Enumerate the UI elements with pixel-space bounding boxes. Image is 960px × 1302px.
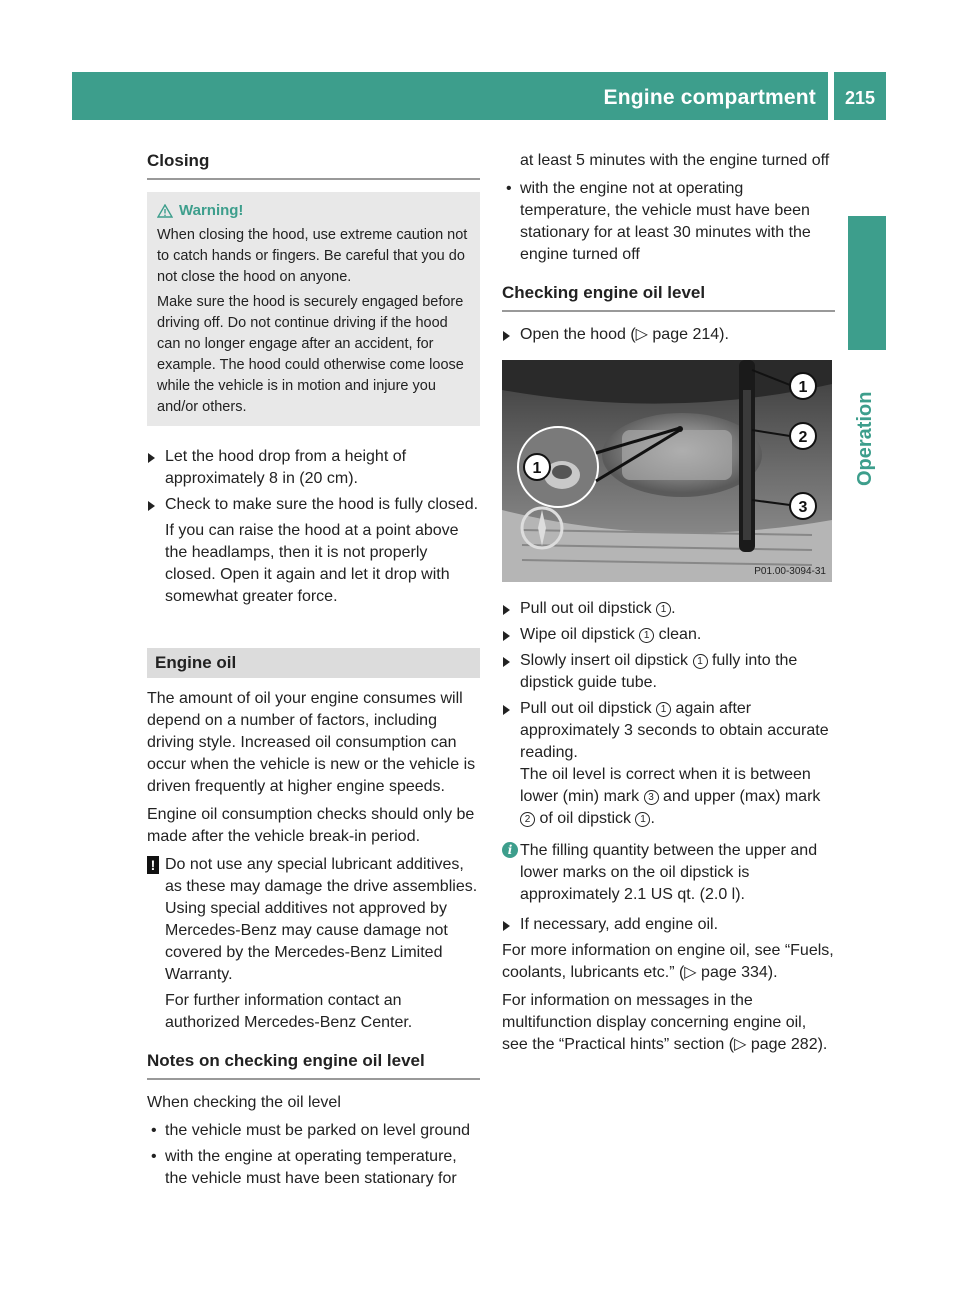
notes-heading: Notes on checking engine oil level <box>147 1050 480 1080</box>
closing-heading: Closing <box>147 150 480 180</box>
step-pull-out: Pull out oil dipstick 1 . <box>502 598 835 620</box>
step-check-closed: Check to make sure the hood is fully closed. <box>147 494 480 516</box>
messages-para: For information on messages in the multifunction display concerning engine oil, see the “Practical hints” section (▷ page 282). <box>502 992 828 1053</box>
step-pull-again: Pull out oil dipstick 1 again after approximately 3 seconds to obtain accurate reading. The oil level is correct when it is between lower (min) mark 3 and upper (max) mark 2 of oil dipstick 1 . <box>502 698 835 830</box>
checking-heading: Checking engine oil level <box>502 282 835 312</box>
step-insert: Slowly insert oil dipstick 1 fully into the dipstick guide tube. <box>502 650 835 694</box>
callout-ref-1: 1 <box>639 628 654 643</box>
callout-ref-1: 1 <box>656 702 671 717</box>
callout-ref-3: 3 <box>644 790 659 805</box>
step-let-drop: Let the hood drop from a height of approximately 8 in (20 cm). <box>147 446 480 490</box>
more-info-para: For more information on engine oil, see “Fuels, coolants, lubricants etc.” (▷ page 334). <box>502 942 834 981</box>
callout-ref-1: 1 <box>635 812 650 827</box>
bullet-not-operating-temp: • with the engine not at operating temperature, the vehicle must have been stationary for at least 30 minutes with the engine turned off <box>502 178 835 266</box>
warning-triangle-icon <box>157 204 173 218</box>
svg-text:1: 1 <box>532 460 542 477</box>
callout-ref-1: 1 <box>693 654 708 669</box>
page-ref-arrow-icon: ▷ <box>635 326 648 343</box>
info-note: i The filling quantity between the upper and lower marks on the oil dipstick is approximately 2.1 US qt. (2.0 l). <box>502 840 835 906</box>
warning-box <box>147 192 480 426</box>
svg-text:1: 1 <box>798 379 808 396</box>
caution-note: ! Do not use any special lubricant additives, as these may damage the drive assemblies. Using special additives not approved by Mercedes-Benz may cause damage not covered by the Mercedes-Benz Limited Warranty. For further information contact an authorized Mercedes-Benz Center. <box>147 854 480 1034</box>
callout-circle-1-right <box>790 373 816 399</box>
page-ref-arrow-icon: ▷ <box>684 964 697 981</box>
warning-title: Warning! <box>157 200 472 221</box>
step-wipe: Wipe oil dipstick 1 clean. <box>502 624 835 646</box>
bullet-continuation: at least 5 minutes with the engine turned off <box>520 152 830 169</box>
step-add-oil: If necessary, add engine oil. <box>502 914 835 936</box>
photo-code: P01.00-3094-31 <box>754 566 826 577</box>
svg-text:3: 3 <box>798 499 808 516</box>
engine-photo <box>502 360 832 582</box>
callout-circle-3 <box>790 493 816 519</box>
callout-ref-1: 1 <box>656 602 671 617</box>
warning-text-2: Make sure the hood is securely engaged before driving off. Do not continue driving if the hood can no longer engage after an accident, for example. The hood could otherwise come loose while the vehicle is in motion and injure you and/or others. <box>157 294 464 415</box>
bullet-operating-temp: • with the engine at operating temperature, the vehicle must have been stationary for <box>147 1146 480 1190</box>
bullet-level-ground: • the vehicle must be parked on level ground <box>147 1120 480 1142</box>
callout-circle-2 <box>790 423 816 449</box>
warning-text-1: When closing the hood, use extreme caution not to catch hands or fingers. Be careful that you do not close the hood on anyone. <box>157 227 468 285</box>
svg-text:2: 2 <box>798 429 808 446</box>
exclamation-icon: ! <box>147 856 159 874</box>
page-title: Engine compartment <box>603 86 816 109</box>
page-ref-arrow-icon: ▷ <box>734 1036 747 1053</box>
callout-circle-1-left <box>524 454 550 480</box>
engine-oil-heading: Engine oil <box>147 648 480 678</box>
page-number: 215 <box>844 88 876 108</box>
info-icon: i <box>502 842 518 858</box>
section-tab-label: Operation <box>854 391 876 486</box>
step-check-note: If you can raise the hood at a point above the headlamps, then it is not properly closed. Open it again and let it drop with somewhat greater force. <box>165 522 459 605</box>
engine-oil-para-2: Engine oil consumption checks should only be made after the vehicle break-in period. <box>147 806 475 845</box>
engine-oil-para-1: The amount of oil your engine consumes will depend on a number of factors, including driving style. Increased oil consumption can occur when the vehicle is new or the vehicle is driven frequently at higher engine speeds. <box>147 690 476 795</box>
right-column <box>502 150 835 1062</box>
engine-illustration <box>502 360 832 582</box>
caution-note-2: For further information contact an authorized Mercedes-Benz Center. <box>165 992 413 1031</box>
section-tab <box>848 216 886 350</box>
step-open-hood: Open the hood (▷ page 214). <box>502 324 835 346</box>
callout-ref-2: 2 <box>520 812 535 827</box>
left-column <box>147 150 480 1194</box>
notes-intro: When checking the oil level <box>147 1094 341 1111</box>
